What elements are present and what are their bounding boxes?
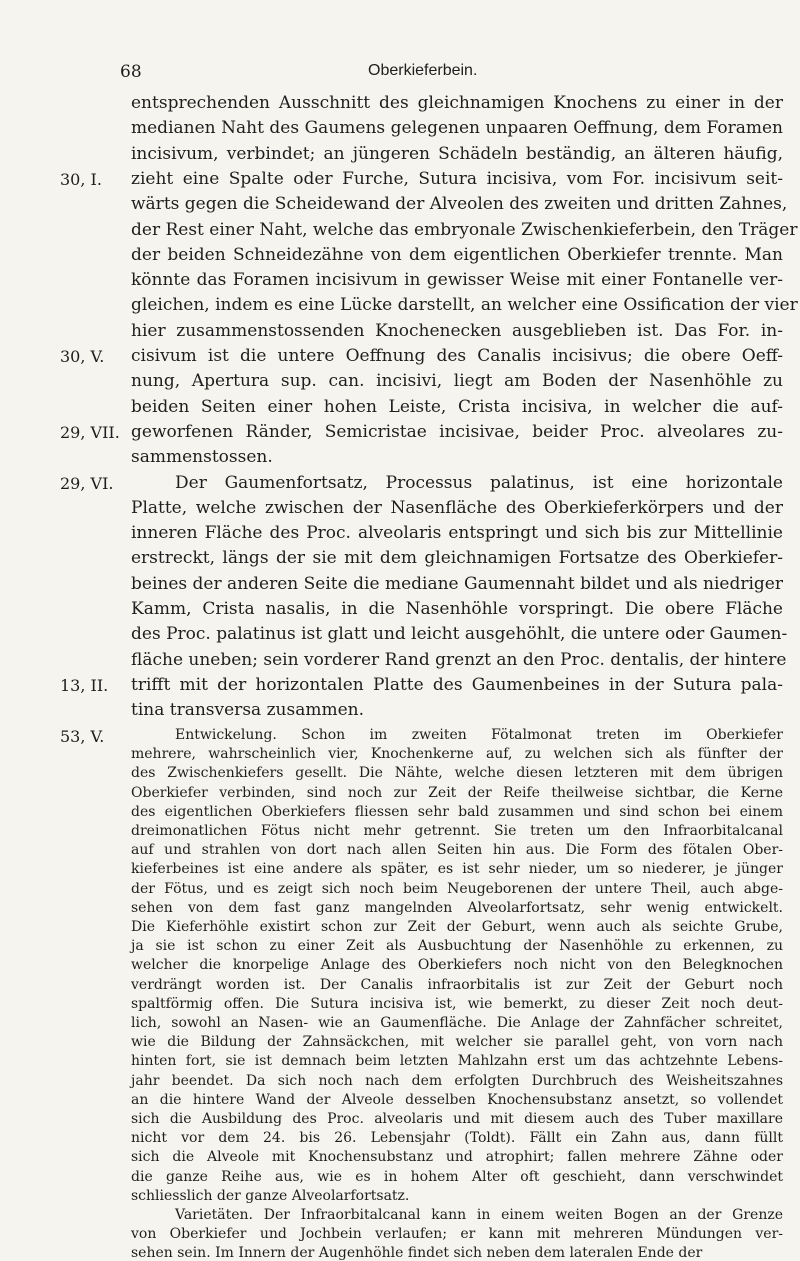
line-text: wärts gegen die Scheidewand der Alveolen des zweiten und dritten Zahnes, (131, 194, 788, 215)
line-text: tina transversa zusammen. (131, 700, 364, 721)
running-head: Oberkieferbein. (368, 62, 478, 79)
line-text: der beiden Schneidezähne von dem eigentlichen Oberkiefer trennte. Man (131, 244, 783, 265)
line-text: zieht eine Spalte oder Furche, Sutura incisiva, vom For. incisivum seit- (131, 168, 783, 189)
line-text: Oberkiefer verbinden, sind noch zur Zeit der Reife theilweise sichtbar, die Kerne (131, 784, 783, 801)
line-text: auf und strahlen von dort nach allen Seiten hin aus. Die Form des fötalen Ober- (131, 842, 783, 859)
line-text: Entwickelung. Schon im zweiten Fötalmonat treten im Oberkiefer (175, 727, 783, 743)
line-text: könnte das Foramen incisivum in gewisser Weise mit einer Fontanelle ver- (131, 270, 783, 291)
line-text: verdrängt worden ist. Der Canalis infraorbitalis ist zur Zeit der Geburt noch (131, 976, 783, 993)
line-text: welcher die knorpelige Anlage des Oberkiefers noch nicht von den Belegknochen (131, 957, 783, 974)
line-text: nicht vor dem 24. bis 26. Lebensjahr (Toldt). Fällt ein Zahn aus, dann füllt (131, 1130, 783, 1147)
line-text: Varietäten. Der Infraorbitalcanal kann in einem weiten Bogen an der Grenze (175, 1207, 783, 1223)
line-text: sich die Ausbildung des Proc. alveolaris und mit diesem auch des Tuber maxillare (131, 1111, 783, 1127)
line-text: mehrere, wahrscheinlich vier, Knochenkerne auf, zu welchen sich als fünfter der (131, 746, 783, 763)
line-text: der Fötus, und es zeigt sich noch beim Neugeborenen der untere Theil, auch abge- (131, 880, 783, 897)
line-text: spaltförmig offen. Die Sutura incisiva ist, wie bemerkt, zu dieser Zeit noch deut- (131, 995, 783, 1012)
line-text: entsprechenden Ausschnitt des gleichnamigen Knochens zu einer in der (131, 93, 783, 113)
line-text: incisivum, verbindet; an jüngeren Schädeln beständig, an älteren häufig, (131, 143, 783, 164)
margin-reference: 29, VII. (60, 422, 120, 442)
line-text: beiden Seiten einer hohen Leiste, Crista incisiva, in welcher die auf- (131, 396, 783, 417)
line-text: nung, Apertura sup. can. incisivi, liegt am Boden der Nasenhöhle zu (131, 371, 783, 392)
line-text: inneren Fläche des Proc. alveolaris entspringt und sich bis zur Mittellinie (131, 523, 783, 544)
line-text: sehen von dem fast ganz mangelnden Alveolarfortsatz, sehr wenig entwickelt. (131, 899, 783, 916)
line-text: Kamm, Crista nasalis, in die Nasenhöhle vorspringt. Die obere Fläche (131, 599, 783, 619)
line-text: des Proc. palatinus ist glatt und leicht ausgehöhlt, die untere oder Gaumen- (131, 624, 788, 645)
margin-reference: 53, V. (60, 727, 105, 746)
line-text: schliesslich der ganze Alveolarfortsatz. (131, 1187, 410, 1204)
line-text: beines der anderen Seite die mediane Gaumennaht bildet und als niedriger (131, 573, 783, 594)
line-text: Die Kieferhöhle existirt schon zur Zeit der Geburt, wenn auch als seichte Grube, (131, 919, 783, 935)
margin-reference: 29, VI. (60, 473, 114, 493)
line-text: dreimonatlichen Fötus nicht mehr getrennt. Sie treten um den Infraorbitalcanal (131, 823, 783, 839)
line-text: sehen sein. Im Innern der Augenhöhle findet sich neben dem lateralen Ende der (131, 1245, 703, 1261)
line-text: trifft mit der horizontalen Platte des Gaumenbeines in der Sutura pala- (131, 674, 783, 695)
margin-reference: 30, I. (60, 169, 102, 189)
page-number: 68 (120, 62, 142, 82)
line-text: des eigentlichen Oberkiefers fliessen sehr bald zusammen und sind schon bei einem (131, 803, 783, 820)
line-text: sich die Alveole mit Knochensubstanz und atrophirt; fallen mehrere Zähne oder (131, 1149, 783, 1166)
line-text: lich, sowohl an Nasen- wie an Gaumenfläche. Die Anlage der Zahnfächer schreitet, (131, 1015, 783, 1031)
line-text: wie die Bildung der Zahnsäckchen, mit welcher sie parallel geht, von vorn nach (131, 1034, 783, 1051)
line-text: Platte, welche zwischen der Nasenfläche des Oberkieferkörpers und der (131, 497, 783, 518)
line-text: der Rest einer Naht, welche das embryonale Zwischenkieferbein, den Träger (131, 219, 798, 240)
line-text: Der Gaumenfortsatz, Processus palatinus, ist eine horizontale (175, 472, 783, 493)
line-text: jahr beendet. Da sich noch nach dem erfolgten Durchbruch des Weisheitszahnes (131, 1072, 783, 1089)
line-text: kieferbeines ist eine andere als später, es ist sehr nieder, um so niederer, je jünger (131, 861, 783, 878)
line-text: geworfenen Ränder, Semicristae incisivae, beider Proc. alveolares zu- (131, 421, 783, 442)
line-text: von Oberkiefer und Jochbein verlaufen; er kann mit mehreren Mündungen ver- (131, 1226, 783, 1243)
line-text: des Zwischenkiefers gesellt. Die Nähte, welche diesen letzteren mit dem übrigen (131, 765, 783, 782)
line-text: hier zusammenstossenden Knochenecken ausgeblieben ist. Das For. in- (131, 320, 783, 341)
line-text: an die hintere Wand der Alveole desselben Knochensubstanz ansetzt, so vollendet (131, 1091, 783, 1108)
margin-reference: 30, V. (60, 347, 105, 366)
line-text: erstreckt, längs der sie mit dem gleichnamigen Fortsatze des Oberkiefer- (131, 548, 783, 569)
line-text: sammenstossen. (131, 447, 273, 468)
line-text: medianen Naht des Gaumens gelegenen unpaaren Oeffnung, dem Foramen (131, 118, 783, 139)
line-text: cisivum ist die untere Oeffnung des Canalis incisivus; die obere Oeff- (131, 346, 783, 366)
page-header (0, 62, 800, 86)
line-text: hinten fort, sie ist demnach beim letzten Mahlzahn erst um das achtzehnte Lebens- (131, 1053, 783, 1070)
margin-reference: 13, II. (60, 675, 109, 695)
line-text: ja sie ist schon zu einer Zeit als Ausbuchtung der Nasenhöhle zu erkennen, zu (131, 938, 783, 955)
line-text: die ganze Reihe aus, wie es in hohem Alter oft geschieht, dann verschwindet (131, 1168, 783, 1185)
line-text: gleichen, indem es eine Lücke darstellt, an welcher eine Ossification der vier (131, 295, 798, 316)
line-text: fläche uneben; sein vorderer Rand grenzt an den Proc. dentalis, der hintere (131, 649, 787, 670)
